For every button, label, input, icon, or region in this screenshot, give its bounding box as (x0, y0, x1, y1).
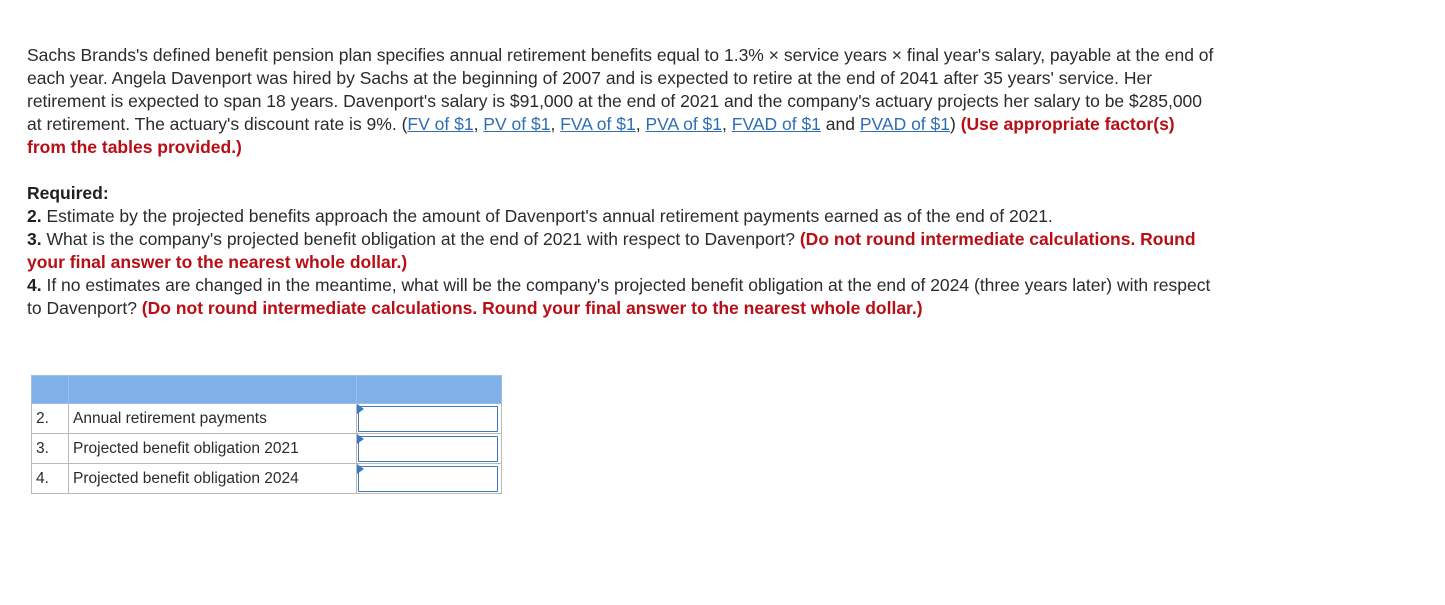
question-2 (27, 205, 1217, 228)
separator: ) (950, 114, 961, 134)
question-text: What is the company's projected benefit obligation at the end of 2021 with respect to Davenport? (41, 229, 800, 249)
separator: , (550, 114, 561, 134)
table-row (32, 464, 502, 494)
row-label: Projected benefit obligation 2021 (69, 434, 357, 464)
answer-table (31, 375, 502, 494)
link-pva[interactable]: PVA of $1 (645, 114, 723, 134)
problem-statement (27, 44, 1217, 159)
table-row (32, 404, 502, 434)
row-number: 4. (32, 464, 69, 494)
row-label: Projected benefit obligation 2024 (69, 464, 357, 494)
input-flag-icon (357, 464, 364, 474)
pbo-2021-input[interactable] (358, 436, 498, 462)
header-cell (357, 376, 502, 404)
question-text: Estimate by the projected benefits approach the amount of Davenport's annual retirement payments earned as of the end of 2021. (41, 206, 1053, 226)
answer-cell (357, 434, 502, 464)
problem-intro: Sachs Brands's defined benefit pension plan specifies annual retirement benefits equal to 1.3% × service years × final year's salary, payable at the end of each year. Angela Davenport was hired by Sachs at the beginning of 2007 and is expected to retire at the end of 2041 after 35 years' service. Her retirement is expected to span 18 years. Davenport's salary is $91,000 at the end of 2021 and the company's actuary projects her salary to be $285,000 at retirement. The actuary's discount rate is 9%. ( (27, 45, 1214, 134)
table-header-row (32, 376, 502, 404)
problem-content (27, 44, 1217, 320)
row-number: 2. (32, 404, 69, 434)
link-pv[interactable]: PV of $1 (483, 114, 551, 134)
header-cell (32, 376, 69, 404)
row-number: 3. (32, 434, 69, 464)
separator: , (722, 114, 732, 134)
link-fva[interactable]: FVA of $1 (560, 114, 636, 134)
question-number: 4. (27, 275, 42, 295)
link-fvad[interactable]: FVAD of $1 (731, 114, 821, 134)
question-number: 2. (27, 206, 42, 226)
separator: , (635, 114, 646, 134)
question-text: If no estimates are changed in the meantime, what will be the company's projected benefit obligation at the end of 2024 (three years later) with respect to Davenport? (27, 275, 1211, 318)
link-fv[interactable]: FV of $1 (407, 114, 474, 134)
answer-cell (357, 404, 502, 434)
answer-cell (357, 464, 502, 494)
annual-retirement-payments-input[interactable] (358, 406, 498, 432)
input-flag-icon (357, 404, 364, 414)
instruction-note: (Use appropriate factor(s) from the tables provided.) (27, 114, 1175, 157)
header-cell (69, 376, 357, 404)
pbo-2024-input[interactable] (358, 466, 498, 492)
required-heading (27, 182, 1217, 205)
input-flag-icon (357, 434, 364, 444)
question-3 (27, 228, 1217, 274)
row-label: Annual retirement payments (69, 404, 357, 434)
separator: and (820, 114, 860, 134)
separator: , (473, 114, 484, 134)
rounding-note: (Do not round intermediate calculations. Round your final answer to the nearest whole dollar.) (27, 229, 1196, 272)
required-label: Required: (27, 183, 109, 203)
question-number: 3. (27, 229, 42, 249)
rounding-note: (Do not round intermediate calculations. Round your final answer to the nearest whole dollar.) (141, 298, 923, 318)
question-4 (27, 274, 1217, 320)
table-row (32, 434, 502, 464)
link-pvad[interactable]: PVAD of $1 (859, 114, 950, 134)
